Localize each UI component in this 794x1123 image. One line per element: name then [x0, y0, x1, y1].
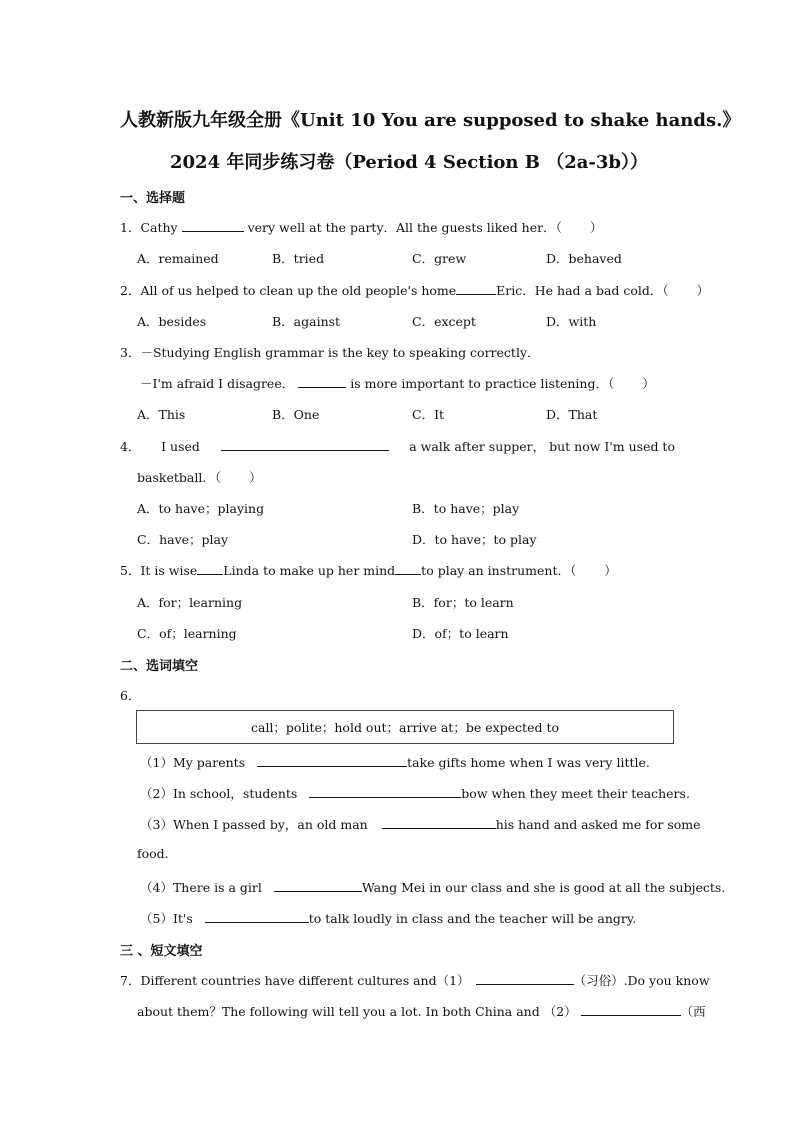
answer-blank[interactable]	[257, 754, 407, 767]
option-a[interactable]: A．remained	[137, 251, 219, 266]
question-7-cont: about them？The following will tell you a lot. In both China and （2） （西	[137, 1004, 706, 1019]
section-heading-passage: 三 、短文填空	[120, 944, 203, 959]
section-heading-choice: 一、选择题	[120, 191, 186, 206]
fill-item-1: （1）My parents take gifts home when I was very little.	[140, 755, 650, 770]
page-subtitle: 2024 年同步练习卷（Period 4 Section B （2a-3b））	[170, 152, 649, 173]
option-c[interactable]: C．have；play	[137, 532, 229, 547]
answer-blank[interactable]	[476, 972, 574, 985]
option-c[interactable]: C．except	[412, 314, 476, 329]
question-number: 1．	[120, 220, 141, 235]
option-c[interactable]: C．It	[412, 407, 445, 422]
question-2: 2．All of us helped to clean up the old people's home Eric．He had a bad cold．（ ）	[120, 283, 710, 298]
option-b[interactable]: B．tried	[272, 251, 325, 266]
option-b[interactable]: B．against	[272, 314, 341, 329]
option-b[interactable]: B．to have；play	[412, 501, 520, 516]
question-4: 4． I used a walk after supper， but now I'm used to	[120, 439, 675, 454]
option-d[interactable]: D．of；to learn	[412, 626, 509, 641]
fill-item-2: （2）In school，students bow when they meet their teachers.	[140, 786, 690, 801]
question-3-response: －I'm afraid I disagree． is more important to practice listening．（ ）	[140, 376, 655, 391]
option-c[interactable]: C．grew	[412, 251, 467, 266]
option-d[interactable]: D．behaved	[546, 251, 622, 266]
option-d[interactable]: D．with	[546, 314, 597, 329]
question-5: 5．It is wise Linda to make up her mind to play an instrument．（ ）	[120, 563, 617, 578]
option-a[interactable]: A．to have；playing	[137, 501, 265, 516]
answer-blank[interactable]	[309, 785, 461, 798]
word-bank: call；polite；hold out；arrive at；be expected to	[250, 720, 559, 735]
question-4-cont: basketball．（ ）	[137, 470, 262, 485]
option-a[interactable]: A．This	[137, 407, 186, 422]
question-number: 7．	[120, 973, 141, 988]
question-number: 5．	[120, 563, 141, 578]
answer-blank[interactable]	[182, 219, 244, 232]
question-6-number: 6．	[120, 688, 141, 703]
answer-blank[interactable]	[395, 562, 421, 575]
question-3: 3．－Studying English grammar is the key to speaking correctly．	[120, 345, 540, 360]
answer-blank[interactable]	[581, 1003, 681, 1016]
answer-blank[interactable]	[205, 910, 309, 923]
word-bank-box	[136, 710, 674, 744]
option-a[interactable]: A．besides	[137, 314, 207, 329]
section-heading-word-fill: 二、选词填空	[120, 659, 199, 674]
fill-item-4: （4）There is a girl Wang Mei in our class and she is good at all the subjects.	[140, 880, 726, 895]
option-c[interactable]: C．of；learning	[137, 626, 237, 641]
answer-blank[interactable]	[221, 438, 389, 451]
option-a[interactable]: A．for；learning	[137, 595, 243, 610]
answer-blank[interactable]	[197, 562, 223, 575]
fill-item-3-cont: food.	[137, 846, 169, 861]
answer-blank[interactable]	[298, 375, 346, 388]
page-title: 人教新版九年级全册《Unit 10 You are supposed to shake hands.》	[120, 110, 741, 131]
question-number: 2．	[120, 283, 141, 298]
option-b[interactable]: B．One	[272, 407, 320, 422]
question-7: 7．Different countries have different cultures and（1） （习俗）.Do you know	[120, 973, 710, 988]
fill-item-3: （3）When I passed by，an old man his hand and asked me for some	[140, 817, 701, 832]
question-number: 3．	[120, 345, 141, 360]
option-d[interactable]: D．to have；to play	[412, 532, 537, 547]
option-b[interactable]: B．for；to learn	[412, 595, 514, 610]
question-1: 1．Cathy very well at the party．All the guests liked her．（ ）	[120, 220, 603, 235]
question-number: 4．	[120, 439, 141, 454]
answer-blank[interactable]	[274, 879, 362, 892]
option-d[interactable]: D．That	[546, 407, 598, 422]
answer-blank[interactable]	[456, 282, 496, 295]
fill-item-5: （5）It's to talk loudly in class and the teacher will be angry.	[140, 911, 637, 926]
answer-blank[interactable]	[382, 816, 496, 829]
